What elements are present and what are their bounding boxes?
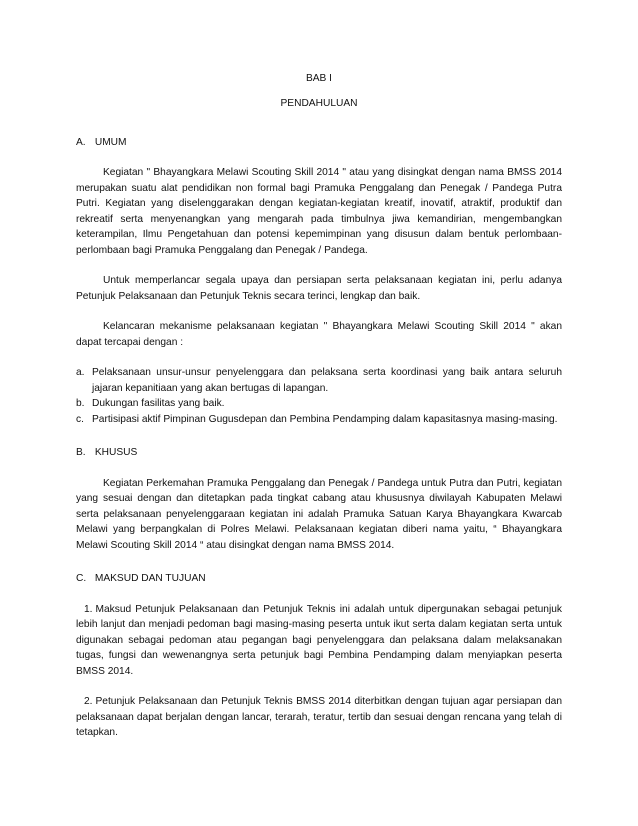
section-heading-text: UMUM bbox=[94, 136, 127, 148]
list-item-text: Dukungan fasilitas yang baik. bbox=[92, 398, 225, 409]
section-label: A. bbox=[76, 136, 86, 148]
list-item bbox=[76, 365, 562, 396]
list-marker: c. bbox=[76, 413, 84, 425]
section-heading-text: MAKSUD DAN TUJUAN bbox=[94, 573, 206, 584]
paragraph-umum-3: Kelancaran mekanisme pelaksanaan kegiatan " Bhayangkara Melawi Scouting Skill 2014 " akan dapat tercapai dengan : bbox=[76, 321, 562, 348]
paragraph-khusus-1: Kegiatan Perkemahan Pramuka Penggalang dan Penegak / Pandega untuk Putra dan Putri, kegiatan yang sesuai dengan dan ditetapkan pada tingkat cabang atau khususnya diwilayah Kabupaten Melawi serta pelaksanaan penyelenggaraan kegiatan ini adalah Pramuka Satuan Karya Bhayangkara Kwarcab Melawi yang berpangkalan di Polres Melawi. Pelaksanaan kegiatan diberi nama yaitu, “ Bhayangkara Melawi Scouting Skill 2014 “ atau disingkat dengan nama BMSS 2014. bbox=[76, 477, 562, 551]
list-item bbox=[76, 396, 562, 412]
numbered-paragraph-text: Maksud Petunjuk Pelaksanaan dan Petunjuk Teknis ini adalah untuk dipergunakan sebagai petunjuk lebih lanjut dan menjadi pedoman bagi masing-masing peserta untuk ikut serta dalam kegiatan serta untuk digunakan sebagai pedoman atau pegangan bagi penyelenggara dan pelaksana dalam melaksanakan tugas, fungsi dan wewenangnya serta petunjuk bagi Pembina Pendamping dalam menyiapkan peserta BMSS 2014. bbox=[76, 603, 562, 677]
section-label: C. bbox=[76, 573, 87, 584]
section-heading-maksud bbox=[76, 571, 562, 587]
list-item bbox=[76, 412, 562, 428]
number-marker: 2. bbox=[84, 696, 93, 707]
list-item-text: Pelaksanaan unsur-unsur penyelenggara dan pelaksana serta koordinasi yang baik antara seluruh jajaran kepanitiaan yang akan bertugas di lapangan. bbox=[92, 367, 562, 394]
paragraph-umum-1: Kegiatan " Bhayangkara Melawi Scouting Skill 2014 " atau yang disingkat dengan nama BMSS 2014 merupakan suatu alat pendidikan non formal bagi Pramuka Penggalang dan Penegak / Pandega Putra Putri. Kegiatan yang diselenggarakan dengan kegiatan-kegiatan kreatif, inovatif, atraktif, produktif dan rekreatif serta menyenangkan yang mengarah pada timbulnya jiwa kemandirian, mengembangkan keterampilan, Ilmu Pengetahuan dan potensi kepemimpinan yang disusun dalam bentuk perlombaan-perlombaan bagi Pramuka Penggalang dan Penegak / Pandega. bbox=[76, 167, 562, 256]
section-label: B. bbox=[76, 447, 86, 458]
requirements-list bbox=[76, 365, 562, 427]
page-title: PENDAHULUAN bbox=[280, 98, 358, 109]
chapter-title: BAB I bbox=[305, 73, 333, 84]
paragraph-umum-2: Untuk memperlancar segala upaya dan persiapan serta pelaksanaan kegiatan ini, perlu adanya Petunjuk Pelaksanaan dan Petunjuk Teknis secara terinci, lengkap dan baik. bbox=[76, 275, 562, 302]
section-heading-khusus bbox=[76, 445, 562, 461]
numbered-paragraph-1 bbox=[76, 602, 562, 680]
list-item-text: Partisipasi aktif Pimpinan Gugusdepan dan Pembina Pendamping dalam kapasitasnya masing-masing. bbox=[92, 413, 558, 425]
number-marker: 1. bbox=[84, 603, 93, 615]
section-heading-text: KHUSUS bbox=[94, 447, 138, 458]
section-heading-umum bbox=[76, 135, 562, 151]
list-marker: a. bbox=[76, 367, 85, 378]
list-marker: b. bbox=[76, 398, 85, 409]
numbered-paragraph-text: Petunjuk Pelaksanaan dan Petunjuk Teknis BMSS 2014 diterbitkan dengan tujuan agar persiapan dan pelaksanaan dapat berjalan dengan lancar, terarah, teratur, tertib dan sesuai dengan rencana yang telah di tetapkan. bbox=[76, 696, 562, 738]
numbered-paragraph-2 bbox=[76, 694, 562, 741]
